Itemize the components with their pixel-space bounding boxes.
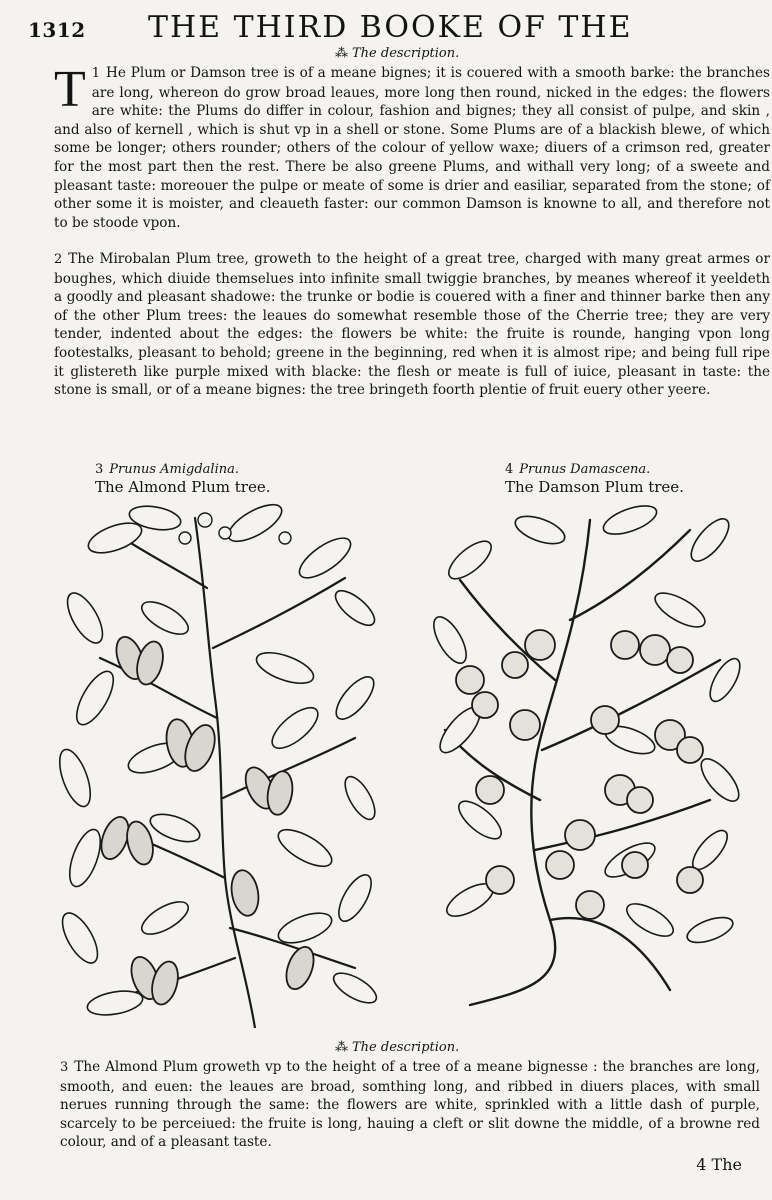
page-number: 1312: [28, 18, 86, 42]
latin-name: 3 Prunus Amigdalina.: [95, 462, 240, 477]
damson-plum-woodcut: [430, 500, 745, 1015]
paragraph-1: [54, 61, 770, 232]
paragraph-text: The Almond Plum groweth vp to the height of a tree of a meane bignesse : the branches are long, smooth, and euen: the leaues are broad, somthing long, and ribbed in diuers places, with small nerues running through the same: the flowers are white, sprinkled with a little dash of purple, scarcely to be perceiued: the fruite is long, hauing a cleft or slit downe the middle, of a browne red colour, and of a pleasant taste.: [60, 1059, 760, 1151]
section-heading: [335, 1040, 459, 1055]
english-name: The Almond Plum tree.: [95, 478, 271, 496]
asterism-icon: ⁂: [335, 46, 348, 61]
paragraph-number: 2: [54, 252, 63, 267]
catchword: 4 The: [696, 1155, 742, 1174]
paragraph-3: [60, 1058, 760, 1152]
paragraph-text: The Mirobalan Plum tree, groweth to the height of a great tree, charged with many great armes or boughes, which diuide themselues into infinite small twiggie branches, by meanes whereof it yeeldeth a goodly and pleasant shadowe: the trunke or bodie is couered with a finer and thinner barke then any of the other Plum trees: the leaues do somewhat resemble those of the Cherrie tree; they are very tender, indented about the edges: the flowers be white: the fruite is rounde, hanging vpon long footestalks, pleasant to behold; greene in the beginning, red when it is almost ripe; and being full ripe it glistereth like purple mixed with blacke: the flesh or meate is full of iuice, pleasant in taste: the stone is small, or of a meane bignes: the tree bringeth foorth plentie of fruit euery other yeere.: [54, 251, 770, 399]
paragraph-text: He Plum or Damson tree is of a meane bignes; it is couered with a smooth barke: the branches are long, whereon do grow broad leaues, more long then round, nicked in the edges: the flowers are white: the Plums do differ in colour, fashion and bignes; they all consist of pulpe, and skin , and also of kernell , which is shut vp in a shell or stone. Some Plums are of a blackish blewe, of which some be longer; others rounder; others of the colour of yellow waxe; diuers of a crimson red, greater for the most part then the rest. There be also greene Plums, and withall very long; of a sweete and pleasant taste: moreouer the pulpe or meate of some is drier and easiliar, separated from the stone; of other some it is moister, and cleaueth faster: our common Damson is knowne to all, and therefore not to be stoode vpon.: [54, 65, 770, 231]
figure-caption-4: [505, 458, 684, 496]
running-head: THE THIRD BOOKE OF THE: [148, 10, 633, 45]
paragraph-2: [54, 250, 770, 400]
almond-plum-woodcut: [55, 498, 380, 1028]
latin-name: 4 Prunus Damascena.: [505, 462, 651, 477]
section-heading-text: The description.: [352, 46, 460, 61]
paragraph-number: 3: [60, 1060, 69, 1075]
english-name: The Damson Plum tree.: [505, 478, 684, 496]
drop-cap: T: [54, 61, 86, 118]
figure-caption-3: [95, 458, 271, 496]
paragraph-number: 1: [91, 66, 101, 81]
asterism-icon: ⁂: [335, 1040, 348, 1055]
almond-plum-illustration: [55, 498, 380, 1028]
trunk: [470, 520, 590, 1005]
section-heading-text: The description.: [352, 1040, 460, 1055]
page-header: [28, 10, 758, 45]
damson-plum-illustration: [430, 500, 745, 1015]
section-heading: [335, 46, 459, 61]
